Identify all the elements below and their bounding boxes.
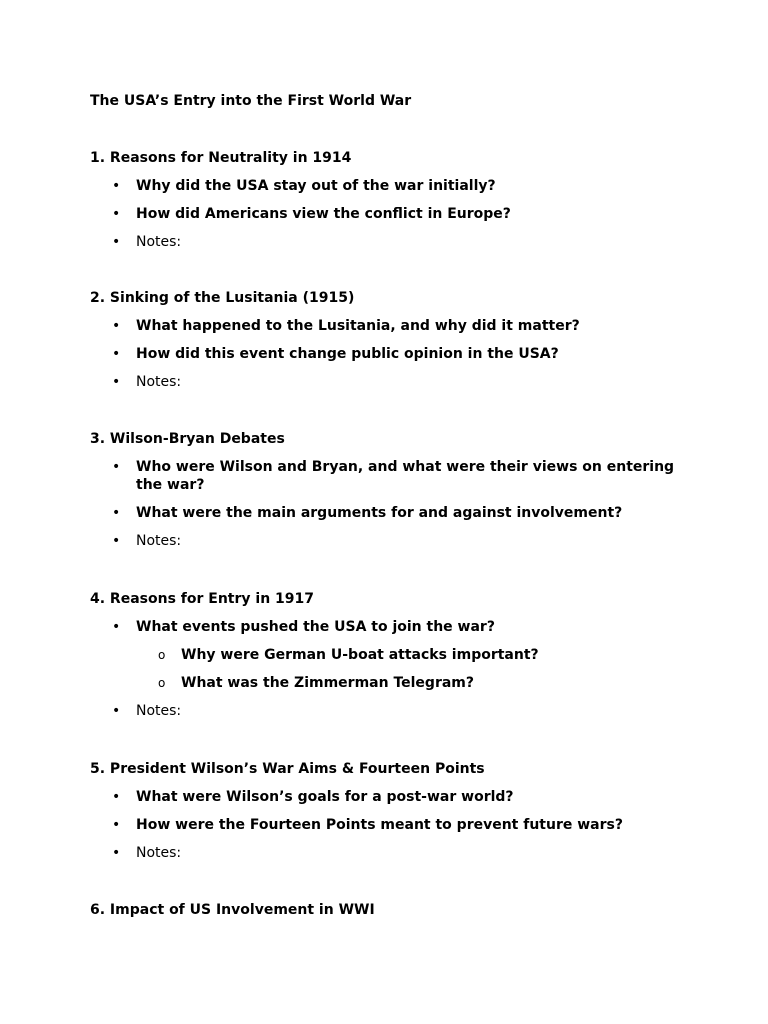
question-list <box>90 177 690 251</box>
question-text: Why did the USA stay out of the war initially? <box>136 178 496 194</box>
section-heading: 2. Sinking of the Lusitania (1915) <box>90 290 355 306</box>
bullet-icon: • <box>112 206 121 222</box>
question-item <box>90 816 690 834</box>
question-list <box>90 788 690 862</box>
bullet-icon: • <box>112 346 121 362</box>
question-item <box>90 345 690 363</box>
sub-question-text: Why were German U-boat attacks important? <box>181 647 539 663</box>
section-heading: 5. President Wilson’s War Aims & Fourteen Points <box>90 761 485 777</box>
notes-item <box>90 844 690 862</box>
bullet-icon: • <box>112 318 121 334</box>
question-text: What events pushed the USA to join the war? <box>136 619 495 635</box>
notes-item <box>90 532 690 550</box>
bullet-icon: • <box>112 703 121 719</box>
sub-question-list <box>136 646 690 692</box>
question-text: What happened to the Lusitania, and why did it matter? <box>136 318 580 334</box>
bullet-icon: • <box>112 817 121 833</box>
bullet-icon: • <box>112 234 121 250</box>
section-heading: 1. Reasons for Neutrality in 1914 <box>90 150 352 166</box>
sub-bullet-icon: o <box>158 648 166 662</box>
bullet-icon: • <box>112 505 121 521</box>
question-item <box>90 177 690 195</box>
section-impact <box>90 901 690 919</box>
question-list <box>90 618 690 720</box>
bullet-icon: • <box>112 533 121 549</box>
notes-item <box>90 373 690 391</box>
bullet-icon: • <box>112 374 121 390</box>
question-item <box>90 205 690 223</box>
sub-question-item <box>136 646 690 664</box>
question-list <box>90 458 690 550</box>
notes-item <box>90 702 690 720</box>
notes-label: Notes: <box>136 374 182 390</box>
section-heading: 6. Impact of US Involvement in WWI <box>90 902 375 918</box>
question-item <box>90 458 690 494</box>
question-item <box>90 317 690 335</box>
sub-bullet-icon: o <box>158 676 166 690</box>
bullet-icon: • <box>112 619 121 635</box>
notes-label: Notes: <box>136 234 182 250</box>
question-text: What were Wilson’s goals for a post-war world? <box>136 789 514 805</box>
question-text: How did Americans view the conflict in Europe? <box>136 206 511 222</box>
section-heading: 4. Reasons for Entry in 1917 <box>90 591 314 607</box>
section-entry-1917 <box>90 590 690 720</box>
section-fourteen-points <box>90 760 690 862</box>
question-text: What were the main arguments for and against involvement? <box>136 505 623 521</box>
document-title: The USA’s Entry into the First World War <box>90 93 412 109</box>
bullet-icon: • <box>112 845 121 861</box>
bullet-icon: • <box>112 178 121 194</box>
question-item <box>90 504 690 522</box>
bullet-icon: • <box>112 789 121 805</box>
section-wilson-bryan <box>90 430 690 550</box>
question-item <box>90 618 690 692</box>
sub-question-item <box>136 674 690 692</box>
notes-label: Notes: <box>136 533 182 549</box>
question-text: How did this event change public opinion in the USA? <box>136 346 559 362</box>
notes-item <box>90 233 690 251</box>
question-text: Who were Wilson and Bryan, and what were their views on entering the war? <box>136 459 675 493</box>
bullet-icon: • <box>112 459 121 475</box>
question-list <box>90 317 690 391</box>
sub-question-text: What was the Zimmerman Telegram? <box>181 675 475 691</box>
section-lusitania <box>90 289 690 391</box>
notes-label: Notes: <box>136 845 182 861</box>
question-item <box>90 788 690 806</box>
section-neutrality <box>90 149 690 251</box>
question-text: How were the Fourteen Points meant to prevent future wars? <box>136 817 623 833</box>
section-heading: 3. Wilson-Bryan Debates <box>90 431 285 447</box>
notes-label: Notes: <box>136 703 182 719</box>
